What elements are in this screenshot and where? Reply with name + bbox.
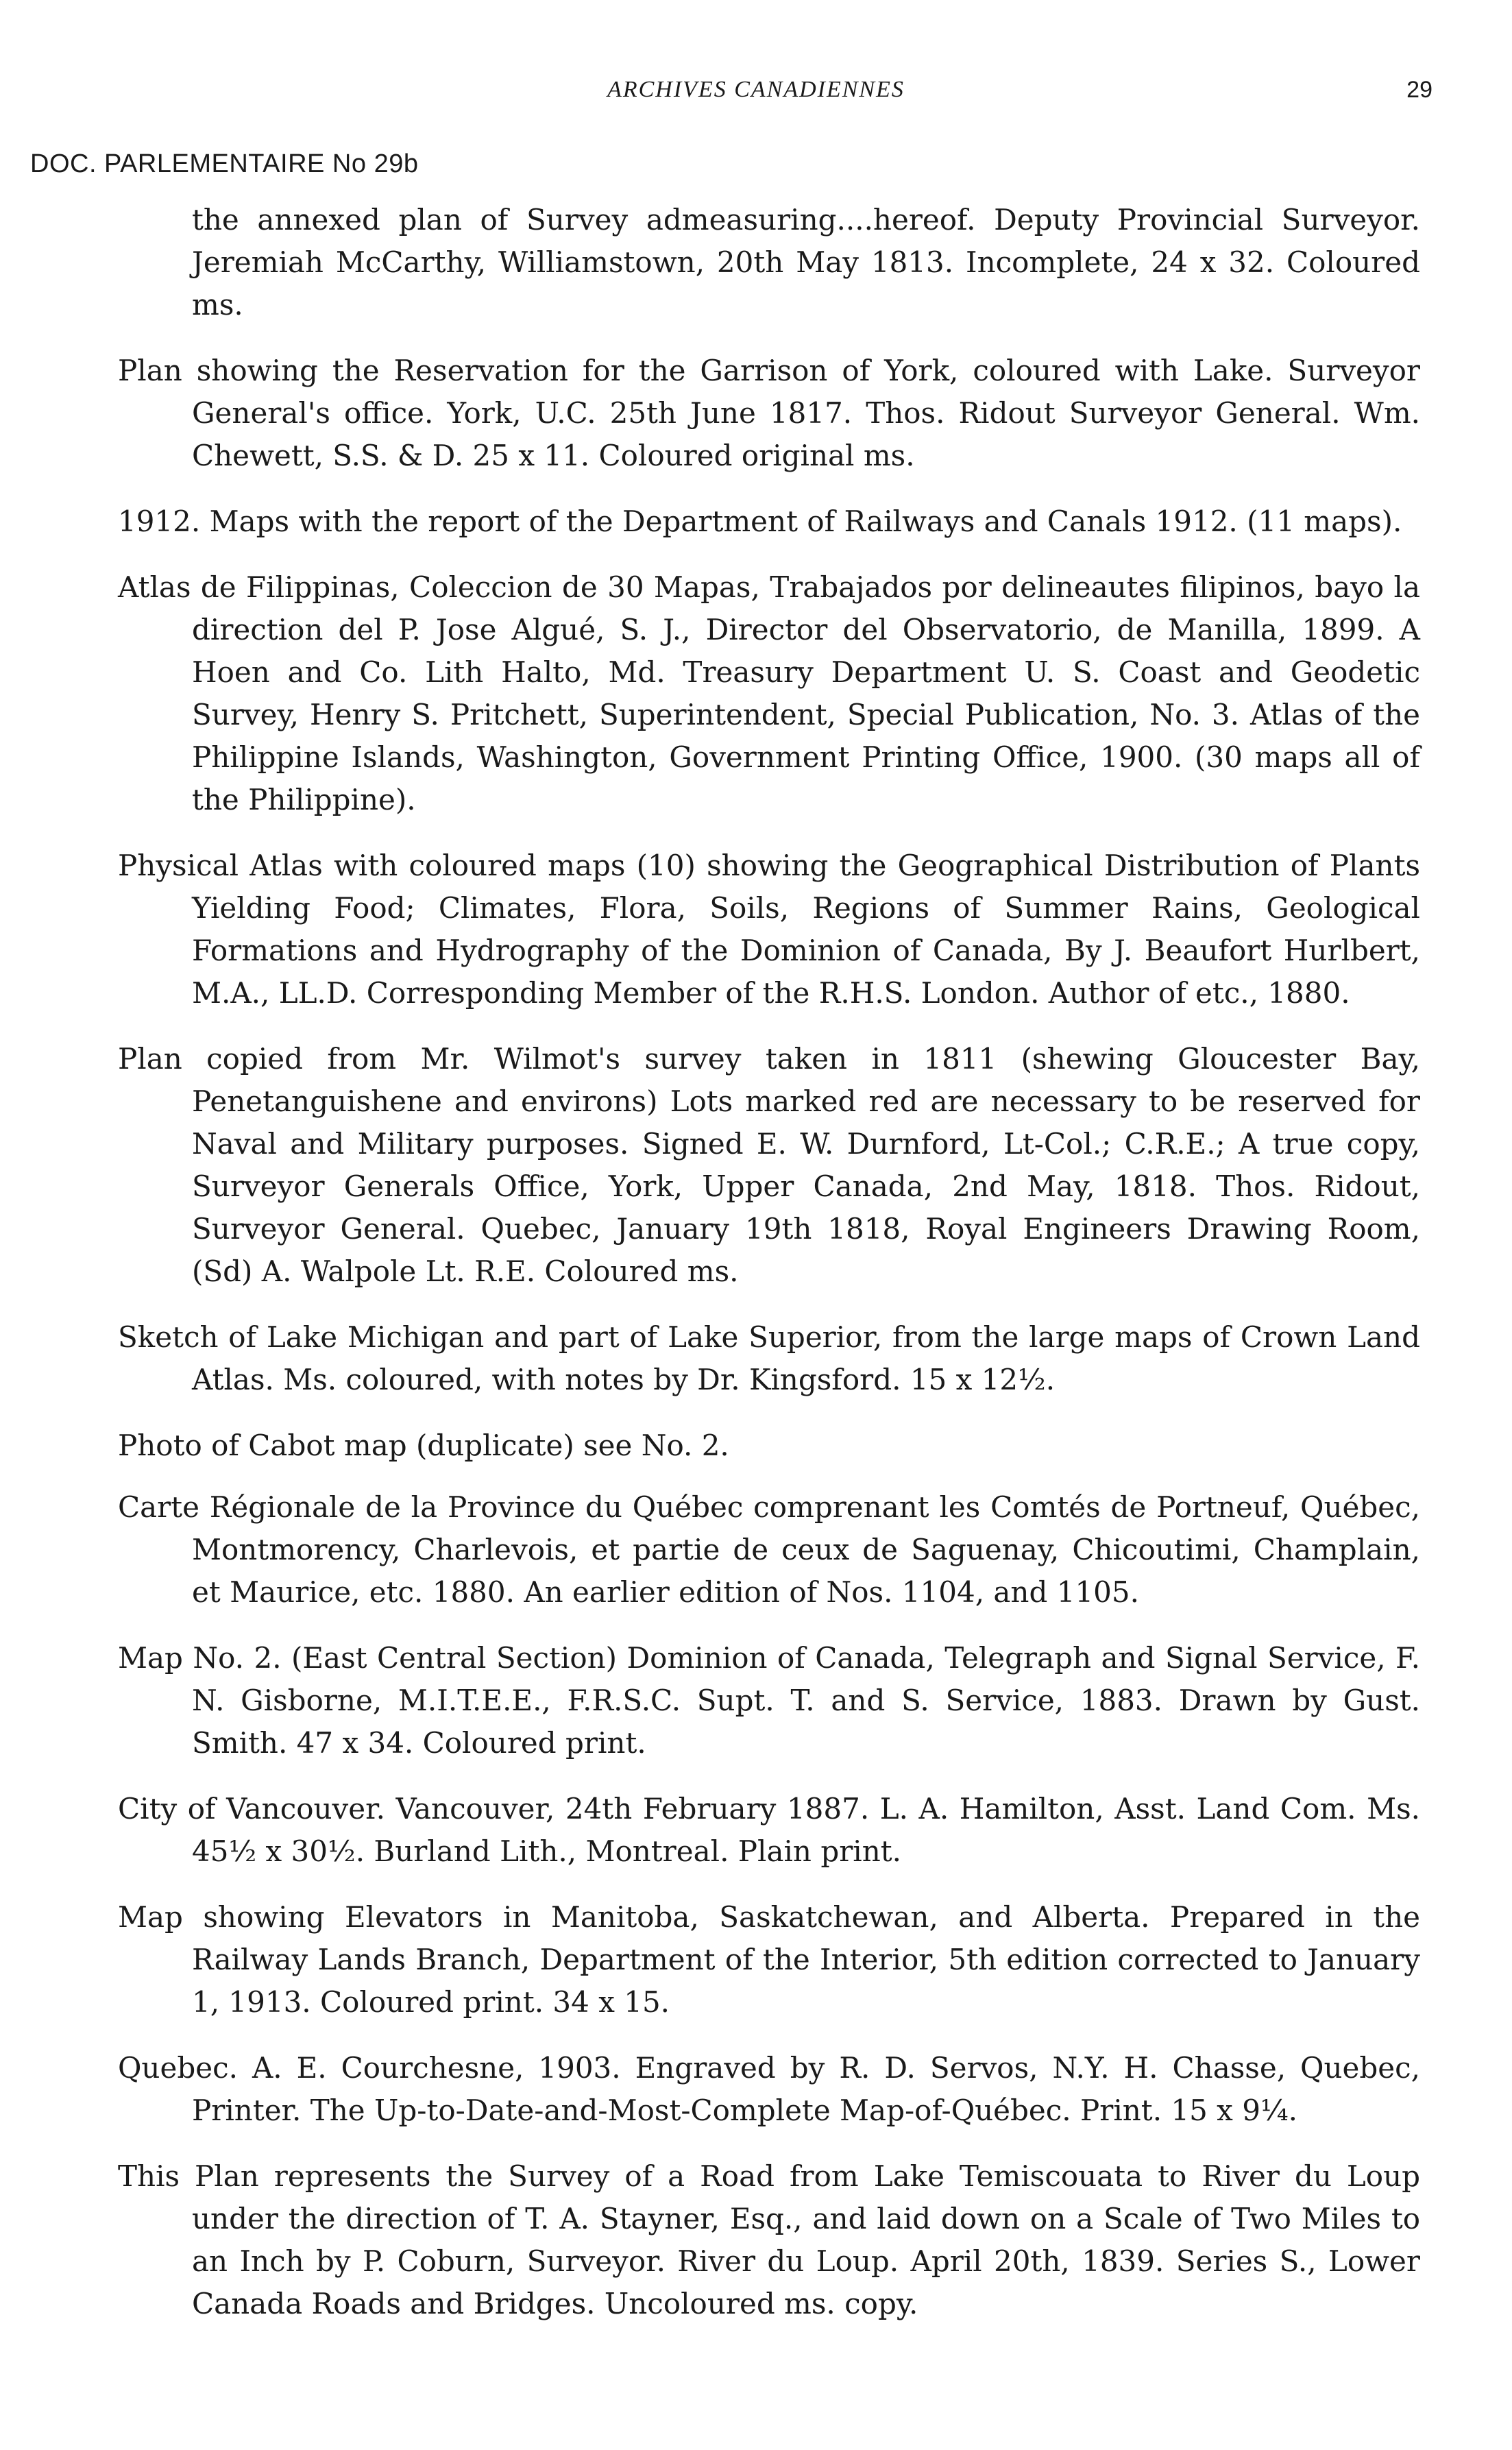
catalogue-entry: Carte Régionale de la Province du Québec comprenant les Comtés de Portneuf, Québec, Montmorency, Charlevois, et partie de ceux de Saguenay, Chicoutimi, Champlain, et Maurice, etc. 1880. An earlier edition of Nos. 1104, and 1105.: [118, 1490, 1420, 1609]
catalogue-entry: Plan showing the Reservation for the Garrison of York, coloured with Lake. Surveyor General's office. York, U.C. 25th June 1817. Thos. Ridout Surveyor General. Wm. Chewett, S.S. & D. 25 x 11. Coloured original ms.: [118, 354, 1420, 472]
running-title: ARCHIVES CANADIENNES: [607, 77, 905, 102]
catalogue-entry: This Plan represents the Survey of a Road from Lake Temiscouata to River du Loup under the direction of T. A. Stayner, Esq., and laid down on a Scale of Two Miles to an Inch by P. Coburn, Surveyor. River du Loup. April 20th, 1839. Series S., Lower Canada Roads and Bridges. Uncoloured ms. copy.: [118, 2159, 1420, 2320]
catalogue-entry: Map No. 2. (East Central Section) Dominion of Canada, Telegraph and Signal Service, F. N. Gisborne, M.I.T.E.E., F.R.S.C. Supt. T. and S. Service, 1883. Drawn by Gust. Smith. 47 x 34. Coloured print.: [118, 1641, 1420, 1760]
catalogue-entry: Quebec. A. E. Courchesne, 1903. Engraved by R. D. Servos, N.Y. H. Chasse, Quebec, Printer. The Up-to-Date-and-Most-Complete Map-of-Québec. Print. 15 x 9¼.: [118, 2051, 1420, 2127]
catalogue-entry: 1912. Maps with the report of the Department of Railways and Canals 1912. (11 maps).: [118, 505, 1402, 538]
catalogue-entries: [118, 199, 1420, 2349]
catalogue-entry: City of Vancouver. Vancouver, 24th February 1887. L. A. Hamilton, Asst. Land Com. Ms. 45½ x 30½. Burland Lith., Montreal. Plain print.: [118, 1792, 1420, 1868]
catalogue-entry: Map showing Elevators in Manitoba, Saskatchewan, and Alberta. Prepared in the Railway Lands Branch, Department of the Interior, 5th edition corrected to January 1, 1913. Coloured print. 34 x 15.: [118, 1900, 1420, 2019]
catalogue-entry: Plan copied from Mr. Wilmot's survey taken in 1811 (shewing Gloucester Bay, Penetanguishene and environs) Lots marked red are necessary to be reserved for Naval and Military purposes. Signed E. W. Durnford, Lt-Col.; C.R.E.; A true copy, Surveyor Generals Office, York, Upper Canada, 2nd May, 1818. Thos. Ridout, Surveyor General. Quebec, January 19th 1818, Royal Engineers Drawing Room, (Sd) A. Walpole Lt. R.E. Coloured ms.: [118, 1042, 1420, 1288]
catalogue-entry: Physical Atlas with coloured maps (10) showing the Geographical Distribution of Plants Yielding Food; Climates, Flora, Soils, Regions of Summer Rains, Geological Formations and Hydrography of the Dominion of Canada, By J. Beaufort Hurlbert, M.A., LL.D. Corresponding Member of the R.H.S. London. Author of etc., 1880.: [118, 849, 1420, 1010]
page-number: 29: [1406, 77, 1432, 103]
document-label: DOC. PARLEMENTAIRE No 29b: [30, 149, 419, 178]
catalogue-entry: Atlas de Filippinas, Coleccion de 30 Mapas, Trabajados por delineautes filipinos, bayo la direction del P. Jose Algué, S. J., Director del Observatorio, de Manilla, 1899. A Hoen and Co. Lith Halto, Md. Treasury Department U. S. Coast and Geodetic Survey, Henry S. Pritchett, Superintendent, Special Publication, No. 3. Atlas of the Philippine Islands, Washington, Government Printing Office, 1900. (30 maps all of the Philippine).: [118, 570, 1420, 816]
catalogue-entry: Sketch of Lake Michigan and part of Lake Superior, from the large maps of Crown Land Atlas. Ms. coloured, with notes by Dr. Kingsford. 15 x 12½.: [118, 1320, 1420, 1396]
catalogue-entry: the annexed plan of Survey admeasuring....hereof. Deputy Provincial Surveyor. Jeremiah McCarthy, Williamstown, 20th May 1813. Incomplete, 24 x 32. Coloured ms.: [192, 203, 1420, 322]
catalogue-entry: Photo of Cabot map (duplicate) see No. 2.: [118, 1429, 729, 1462]
